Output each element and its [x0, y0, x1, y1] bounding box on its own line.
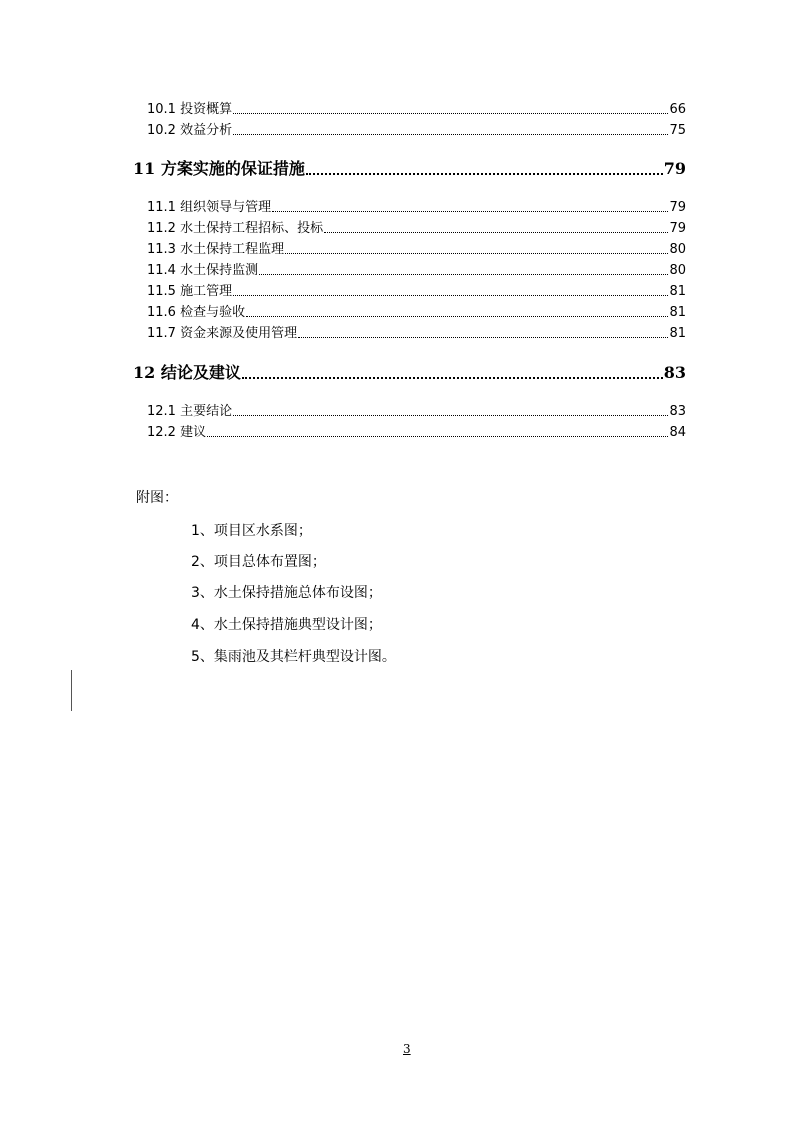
toc-entry-11-4[interactable]: [147, 259, 686, 279]
toc-entry-10-1[interactable]: [147, 98, 686, 118]
toc-leader: [285, 253, 668, 254]
appendix-item: 5、集雨池及其栏杆典型设计图。: [191, 649, 396, 665]
toc-entry-11-2[interactable]: [147, 217, 686, 237]
toc-entry-title: 11.6 检查与验收: [147, 305, 246, 320]
toc-leader: [324, 232, 668, 233]
toc-leader: [233, 295, 668, 296]
appendix-item: 1、项目区水系图；: [191, 523, 312, 539]
appendix-item: 4、水土保持措施典型设计图；: [191, 617, 382, 633]
toc-entry-12-2[interactable]: [147, 421, 686, 441]
toc-entry-page: 80: [669, 242, 686, 257]
toc-entry-title: 11.4 水土保持监测: [147, 263, 259, 278]
toc-entry-title: 11.5 施工管理: [147, 284, 233, 299]
toc-entry-title: 10.1 投资概算: [147, 102, 233, 117]
margin-change-bar: [71, 670, 72, 711]
toc-leader: [272, 211, 668, 212]
toc-leader: [207, 436, 668, 437]
toc-entry-page: 83: [669, 404, 686, 419]
toc-entry-title: 11.7 资金来源及使用管理: [147, 326, 298, 341]
toc-leader: [259, 274, 668, 275]
toc-entry-title: 12.1 主要结论: [147, 404, 233, 419]
toc-leader: [246, 316, 668, 317]
toc-leader: [242, 377, 663, 379]
toc-leader: [233, 113, 668, 114]
appendix-item: 3、水土保持措施总体布设图；: [191, 585, 382, 601]
toc-leader: [233, 134, 668, 135]
appendix-item: 2、项目总体布置图；: [191, 554, 326, 570]
toc-entry-11-1[interactable]: [147, 196, 686, 216]
toc-entry-title: 11.1 组织领导与管理: [147, 200, 272, 215]
toc-entry-title: 11.3 水土保持工程监理: [147, 242, 285, 257]
toc-leader: [298, 337, 668, 338]
toc-entry-page: 84: [669, 425, 686, 440]
toc-entry-title: 12.2 建议: [147, 425, 207, 440]
toc-entry-title: 11.2 水土保持工程招标、投标: [147, 221, 324, 236]
toc-chapter-11[interactable]: [133, 156, 686, 180]
toc-entry-10-2[interactable]: [147, 119, 686, 139]
page-number: 3: [403, 1042, 411, 1056]
toc-entry-title: 10.2 效益分析: [147, 123, 233, 138]
toc-leader: [306, 173, 663, 175]
toc-entry-page: 79: [669, 221, 686, 236]
toc-entry-page: 75: [669, 123, 686, 138]
toc-chapter-page: 79: [663, 159, 686, 178]
toc-entry-11-3[interactable]: [147, 238, 686, 258]
toc-entry-page: 66: [669, 102, 686, 117]
appendix-heading: 附图：: [136, 490, 178, 506]
toc-entry-11-6[interactable]: [147, 301, 686, 321]
toc-entry-11-7[interactable]: [147, 322, 686, 342]
toc-entry-12-1[interactable]: [147, 400, 686, 420]
toc-entry-page: 79: [669, 200, 686, 215]
toc-entry-11-5[interactable]: [147, 280, 686, 300]
toc-entry-page: 81: [669, 305, 686, 320]
toc-entry-page: 80: [669, 263, 686, 278]
toc-chapter-title: 12 结论及建议: [133, 363, 241, 382]
toc-leader: [233, 415, 668, 416]
toc-entry-page: 81: [669, 284, 686, 299]
toc-chapter-12[interactable]: [133, 360, 686, 384]
toc-chapter-page: 83: [663, 363, 686, 382]
toc-entry-page: 81: [669, 326, 686, 341]
toc-chapter-title: 11 方案实施的保证措施: [133, 159, 305, 178]
